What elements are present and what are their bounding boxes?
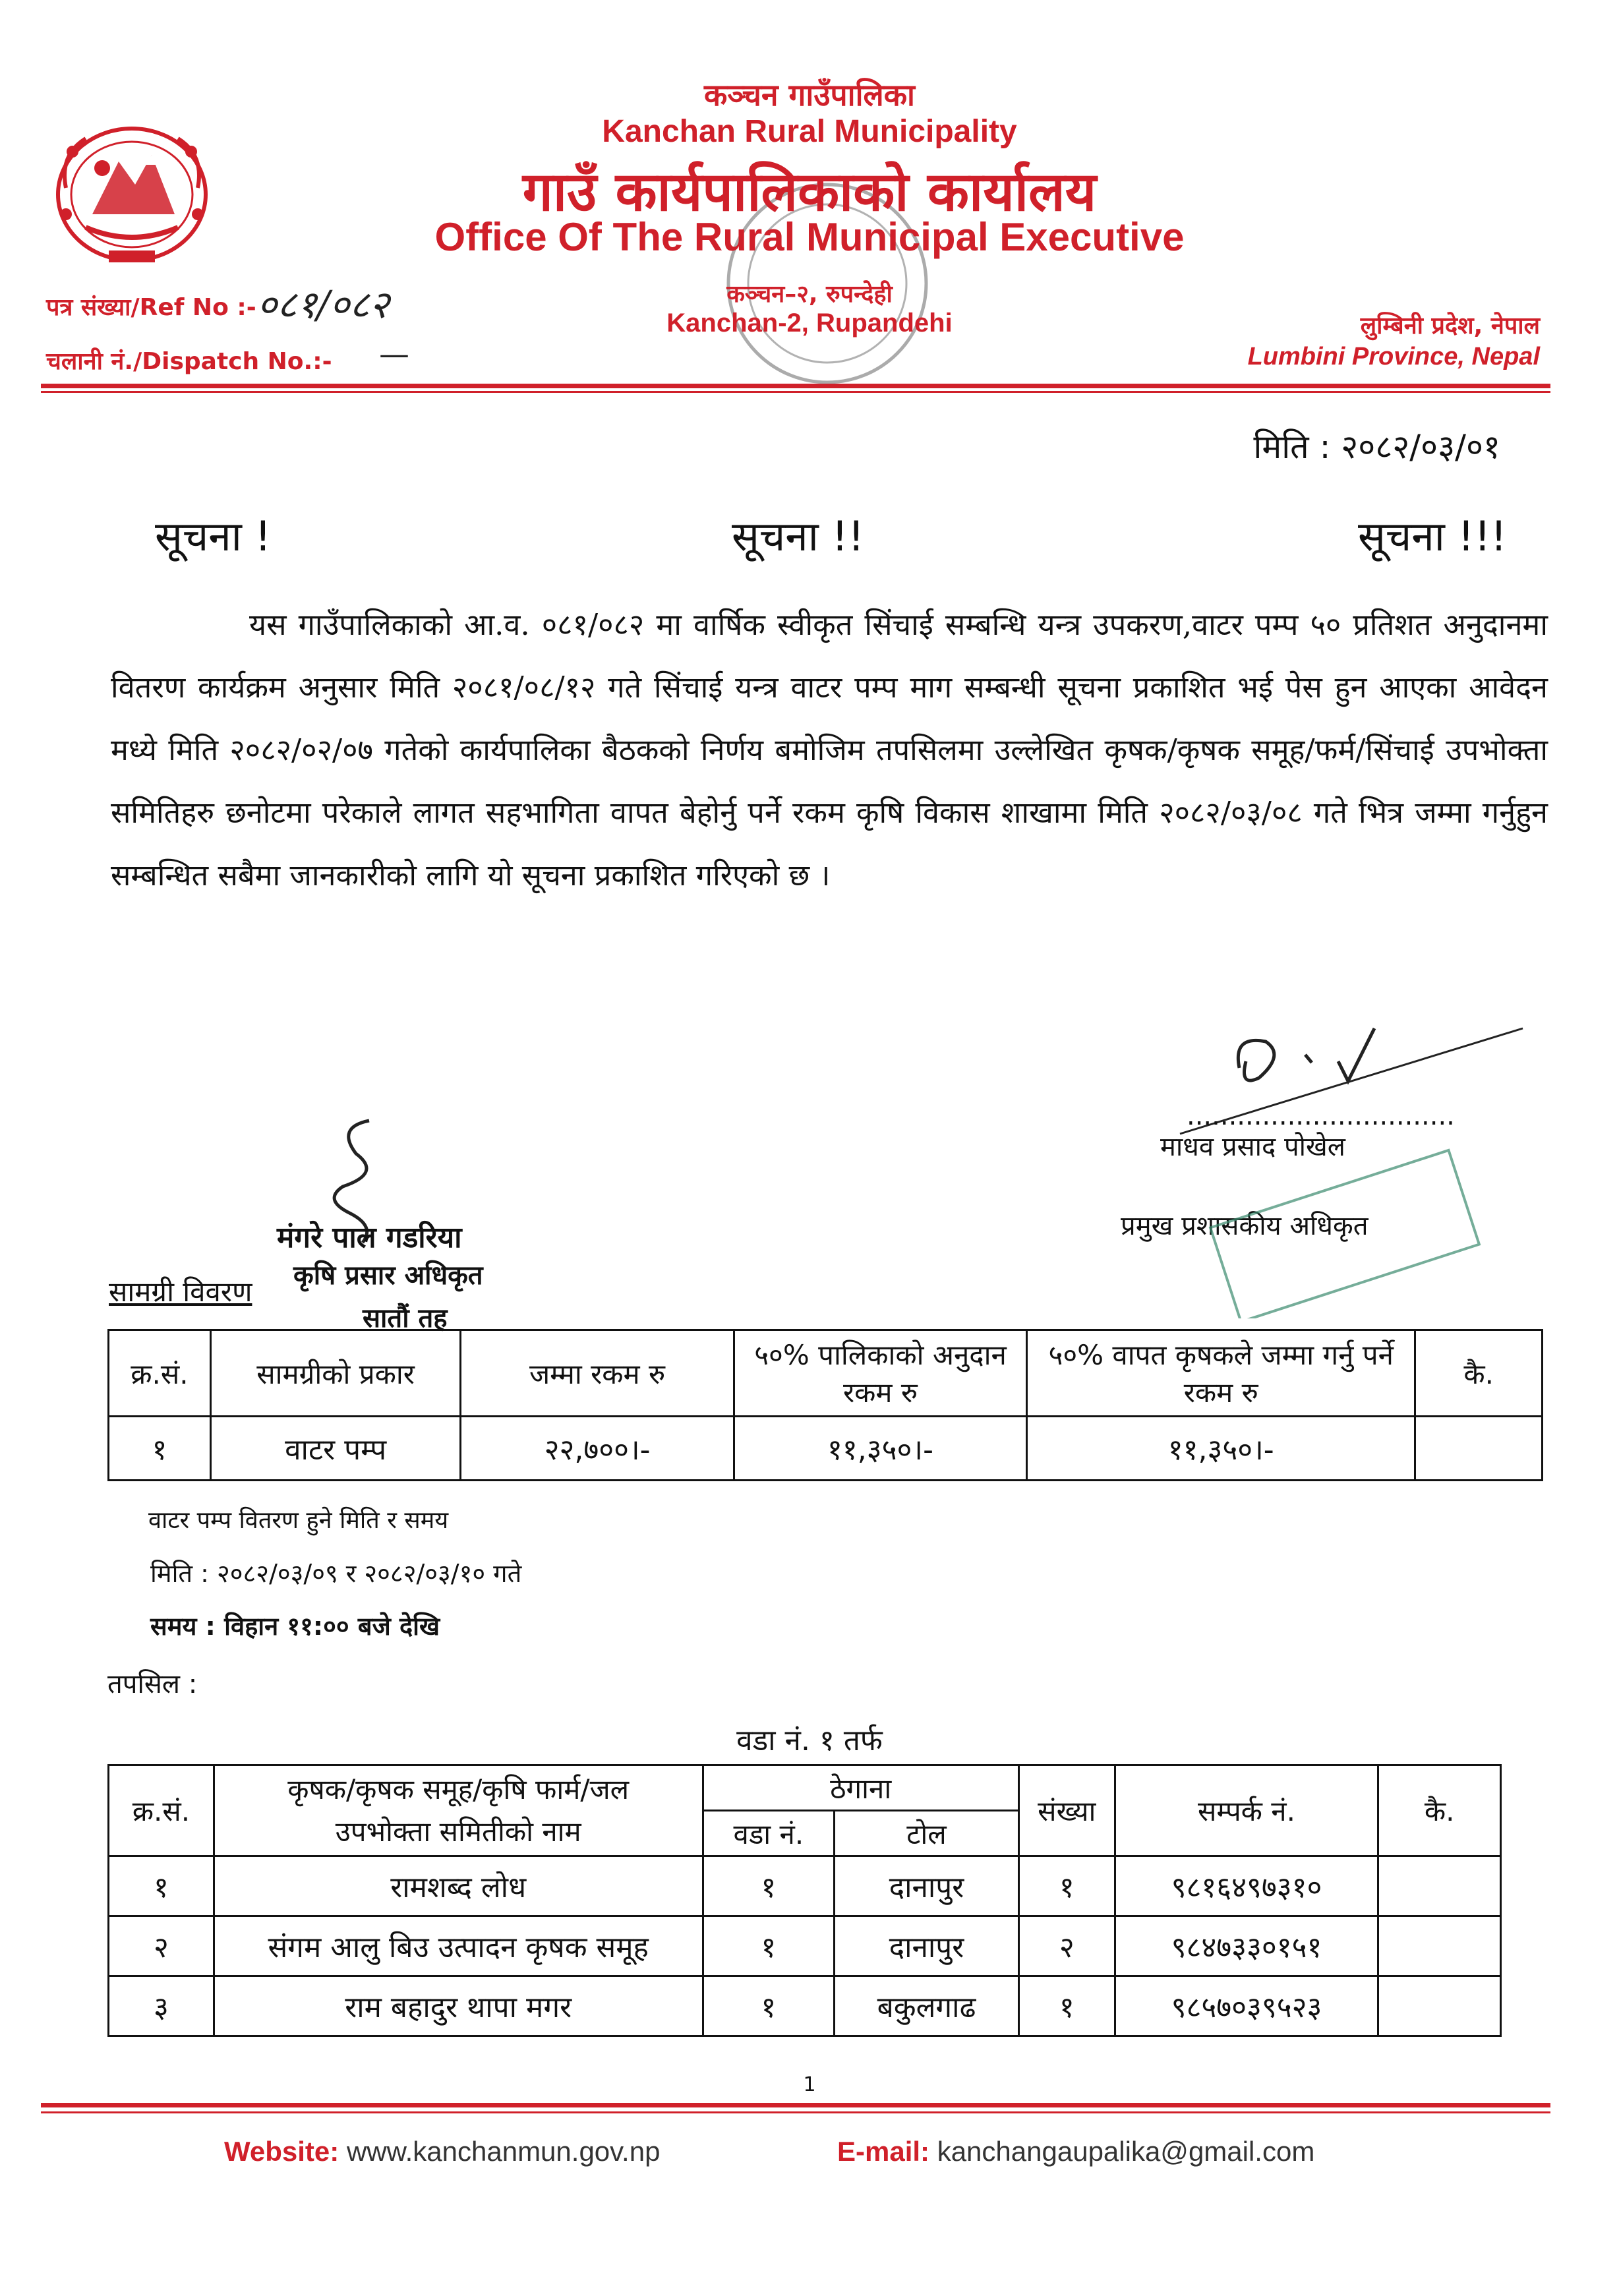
table-header-row	[109, 1765, 1501, 1811]
website-link[interactable]: www.kanchanmun.gov.np	[346, 2136, 661, 2167]
table-header-row	[109, 1330, 1543, 1417]
schedule-date: मिति : २०८२/०३/०९ र २०८२/०३/१० गते	[150, 1559, 522, 1588]
signatory-left-level: सातौं तह	[363, 1303, 448, 1334]
schedule-time: समय : विहान ११:०० बजे देखि	[150, 1612, 440, 1641]
col-address: ठेगाना	[703, 1765, 1018, 1811]
notice-heading-1: सूचना !	[155, 512, 272, 560]
cell-sn: २	[109, 1916, 214, 1976]
footer-divider	[41, 2103, 1550, 2107]
cell-remarks	[1378, 1856, 1501, 1916]
header-divider-thin	[41, 391, 1550, 393]
cell-tole: दानापुर	[835, 1856, 1019, 1916]
ref-value: ०८१/०८२	[257, 282, 390, 327]
col-name: कृषक/कृषक समूह/कृषि फार्म/जल उपभोक्ता समितीको नाम	[214, 1765, 703, 1856]
notice-body: यस गाउँपालिकाको आ.व. ०८१/०८२ मा वार्षिक स्वीकृत सिंचाई सम्बन्धि यन्त्र उपकरण,वाटर पम्प ५० प्रतिशत अनुदानमा वितरण कार्यक्रम अनुसार मिति २०८१/०८/१२ गते सिंचाई यन्त्र वाटर पम्प माग सम्बन्धी सूचना प्रकाशित भई पेस हुन आएका आवेदन मध्ये मिति २०८२/०२/०७ गतेको कार्यपालिका बैठकको निर्णय बमोजिम तपसिलमा उल्लेखित कृषक/कृषक समूह/फर्म/सिंचाई उपभोक्ता समितिहरु छनोटमा परेकाले लागत सहभागिता वापत बेहोर्नु पर्ने रकम कृषि विकास शाखामा मिति २०८२/०३/०८ गते भित्र जम्मा गर्नुहुन सम्बन्धित सबैमा जानकारीको लागि यो सूचना प्रकाशित गरिएको छ ।	[111, 607, 1548, 893]
province-en: Lumbini Province, Nepal	[1247, 343, 1540, 370]
beneficiaries-table	[107, 1764, 1502, 2037]
col-remarks: कै.	[1415, 1330, 1543, 1417]
col-material-type: सामग्रीको प्रकार	[210, 1330, 460, 1417]
col-total-amount: जम्मा रकम रु	[461, 1330, 734, 1417]
header-divider	[41, 384, 1550, 388]
cell-subsidy: ११,३५०।-	[734, 1417, 1026, 1481]
email-label: E-mail:	[837, 2136, 930, 2167]
province-np: लुम्बिनी प्रदेश, नेपाल	[1360, 312, 1540, 339]
cell-contact: ९८५७०३९५२३	[1115, 1976, 1378, 2036]
officer-stamp	[1206, 1147, 1483, 1318]
col-farmer-share: ५०% वापत कृषकले जम्मा गर्नु पर्ने रकम रु	[1027, 1330, 1415, 1417]
cell-sn: ३	[109, 1976, 214, 2036]
ward-heading: वडा नं. १ तर्फ	[736, 1724, 883, 1757]
col-subsidy: ५०% पालिकाको अनुदान रकम रु	[734, 1330, 1026, 1417]
address-en: Kanchan-2, Rupandehi	[666, 309, 953, 338]
footer-email	[837, 2136, 1314, 2167]
footer-website	[224, 2136, 660, 2167]
page-number: 1	[803, 2073, 816, 2096]
ref-label: पत्र संख्या/Ref No :-	[46, 294, 256, 321]
signatory-right-name: माधव प्रसाद पोखेल	[1160, 1132, 1345, 1162]
col-sn: क्र.सं.	[109, 1330, 211, 1417]
cell-ward: १	[703, 1916, 835, 1976]
signatory-right-title: प्रमुख प्रशासकीय अधिकृत	[1121, 1211, 1369, 1241]
cell-total: २२,७००।-	[461, 1417, 734, 1481]
cell-remarks	[1378, 1976, 1501, 2036]
cell-count: १	[1018, 1856, 1115, 1916]
materials-heading: सामग्री विवरण	[109, 1276, 252, 1308]
dispatch-label: चलानी नं./Dispatch No.:-	[46, 348, 332, 375]
table-row	[109, 1976, 1501, 2036]
cell-sn: १	[109, 1417, 211, 1481]
office-name-en: Office Of The Rural Municipal Executive	[434, 215, 1185, 259]
office-name-np: गाउँ कार्यपालिकाको कार्यालय	[522, 161, 1097, 223]
signatory-left-title: कृषि प्रसार अधिकृत	[293, 1260, 483, 1291]
notice-heading-3: सूचना !!!	[1358, 512, 1508, 560]
cell-ward: १	[703, 1976, 835, 2036]
cell-remarks	[1415, 1417, 1543, 1481]
cell-material: वाटर पम्प	[210, 1417, 460, 1481]
schedule-title: वाटर पम्प वितरण हुने मिति र समय	[148, 1507, 449, 1534]
col-contact: सम्पर्क नं.	[1115, 1765, 1378, 1856]
table-row	[109, 1916, 1501, 1976]
cell-tole: बकुलगाढ	[835, 1976, 1019, 2036]
signatory-left-name: मंगरे पाल गडरिया	[277, 1221, 462, 1254]
municipality-name-np: कञ्चन गाउँपालिका	[704, 77, 915, 113]
cell-name: रामशब्द लोध	[214, 1856, 703, 1916]
col-count: संख्या	[1018, 1765, 1115, 1856]
col-ward: वडा नं.	[703, 1811, 835, 1856]
col-sn: क्र.सं.	[109, 1765, 214, 1856]
table-row	[109, 1856, 1501, 1916]
website-label: Website:	[224, 2136, 339, 2167]
cell-farmer-share: ११,३५०।-	[1027, 1417, 1415, 1481]
cell-contact: ९८४७३३०१५१	[1115, 1916, 1378, 1976]
address-np: कञ्चन–२, रुपन्देही	[726, 281, 893, 308]
cell-ward: १	[703, 1856, 835, 1916]
cell-count: १	[1018, 1976, 1115, 2036]
cell-remarks	[1378, 1916, 1501, 1976]
col-remarks: कै.	[1378, 1765, 1501, 1856]
table-row	[109, 1417, 1543, 1481]
cell-name: राम बहादुर थापा मगर	[214, 1976, 703, 2036]
col-tole: टोल	[835, 1811, 1019, 1856]
document-date: मिति : २०८२/०३/०१	[1253, 428, 1500, 466]
notice-heading-2: सूचना !!	[732, 512, 865, 560]
cell-count: २	[1018, 1916, 1115, 1976]
tapasil-label: तपसिल :	[107, 1669, 198, 1699]
email-link[interactable]: kanchangaupalika@gmail.com	[937, 2136, 1315, 2167]
cell-sn: १	[109, 1856, 214, 1916]
municipality-name-en: Kanchan Rural Municipality	[602, 114, 1017, 149]
dispatch-value: —	[379, 336, 409, 372]
materials-table	[107, 1329, 1543, 1481]
footer-divider-thin	[41, 2111, 1550, 2113]
cell-name: संगम आलु बिउ उत्पादन कृषक समूह	[214, 1916, 703, 1976]
cell-contact: ९८१६४९७३१०	[1115, 1856, 1378, 1916]
signature-dots: ................................	[1187, 1101, 1455, 1131]
cell-tole: दानापुर	[835, 1916, 1019, 1976]
